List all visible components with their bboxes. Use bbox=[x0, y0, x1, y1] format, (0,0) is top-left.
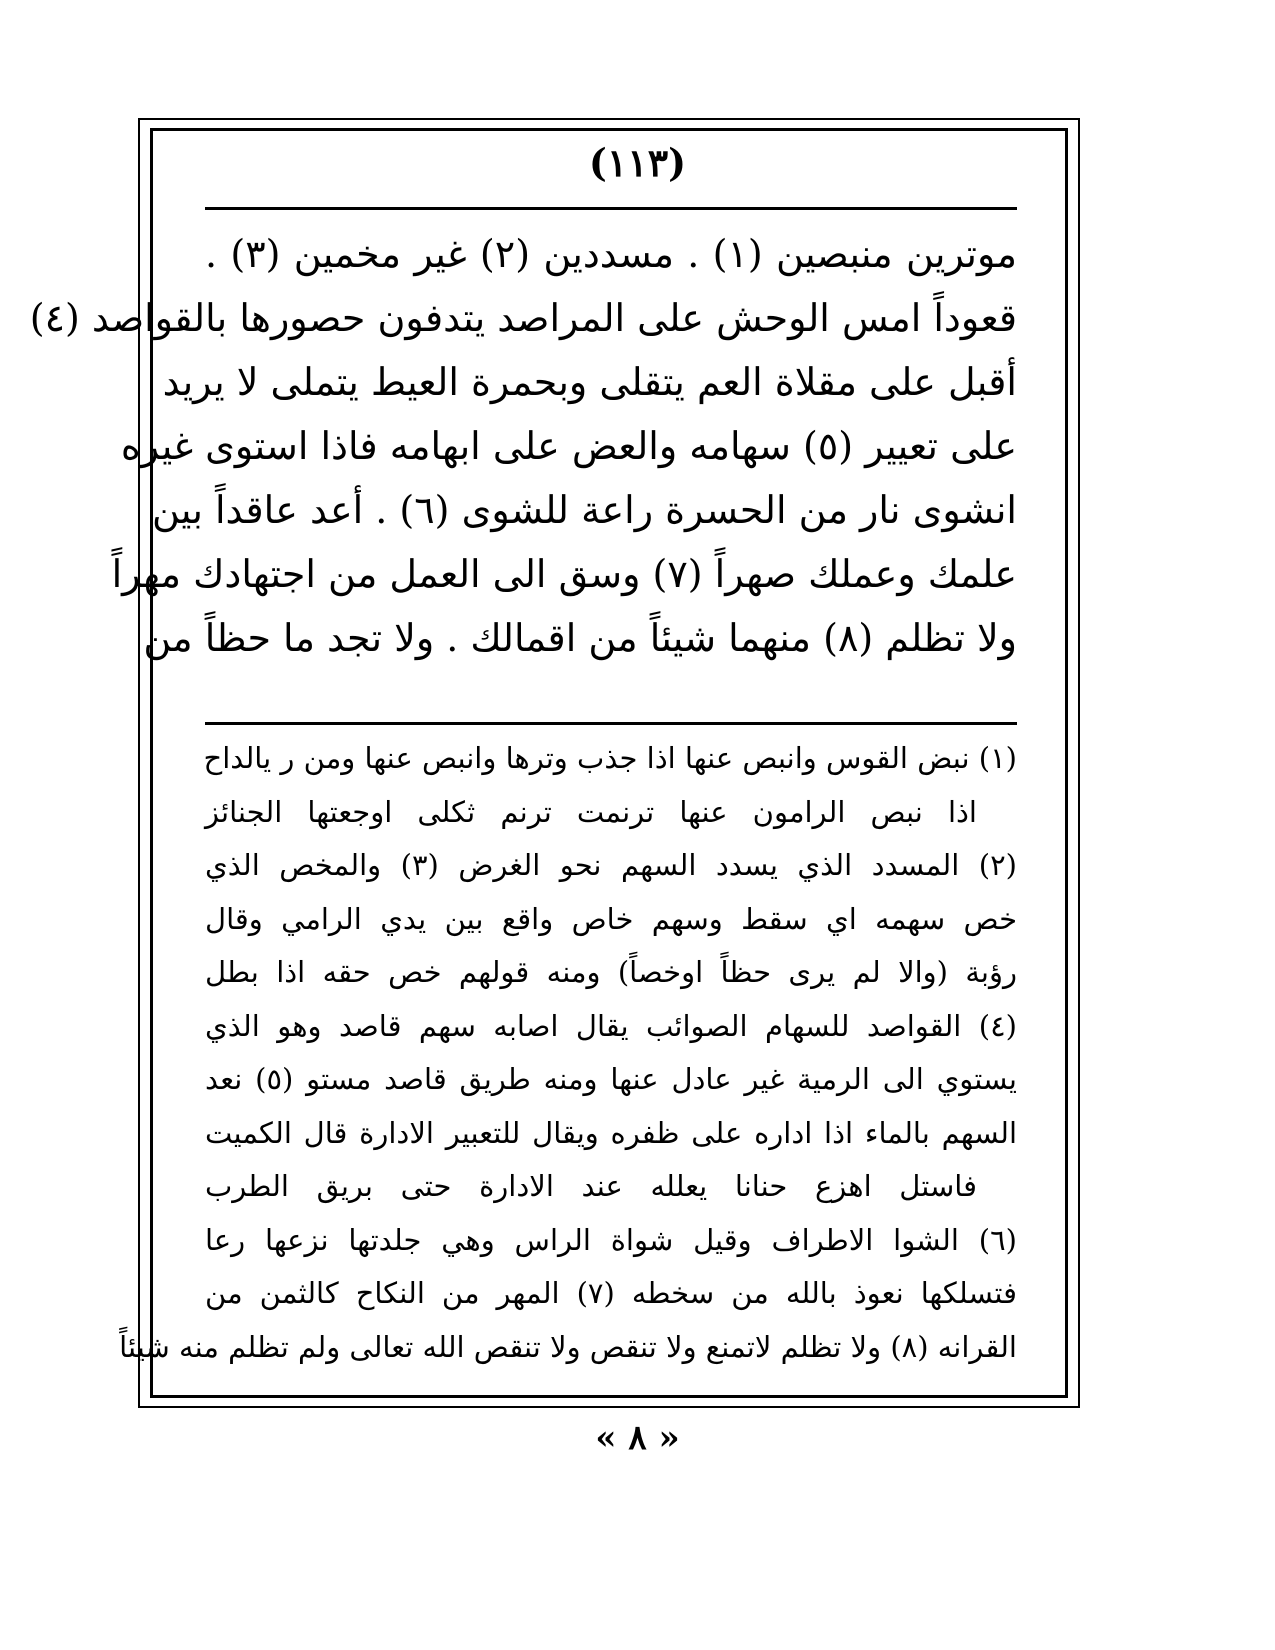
footnote-line: (٢) المسدد الذي يسدد السهم نحو الغرض (٣) والمخص الذي bbox=[205, 848, 1017, 882]
footnotes bbox=[119, 732, 1017, 1374]
main-text bbox=[29, 222, 1017, 670]
footnote-line: القرانه (٨) ولا تظلم لاتمنع ولا تنقص ولا تنقص الله تعالى ولم تظلم منه شيئاً bbox=[119, 1329, 1017, 1364]
main-line: قعوداً امس الوحش على المراصد يتدفون حصورها بالقواصد (٤) bbox=[29, 296, 1017, 340]
footnote-line: فاستل اهزع حنانا يعلله عند الادارة حتى بريق الطرب bbox=[205, 1169, 977, 1203]
footnote-line: رؤبة (والا لم يرى حظاً اوخصاً) ومنه قولهم خص حقه اذا بطل bbox=[205, 955, 1017, 989]
footnote-rule bbox=[205, 722, 1017, 725]
folio-number: « ٨ » bbox=[595, 1418, 680, 1458]
footnote-line: فتسلكها نعوذ بالله من سخطه (٧) المهر من النكاح كالثمن من bbox=[205, 1276, 1017, 1310]
footnote-line: (٦) الشوا الاطراف وقيل شواة الراس وهي جلدتها نزعها رعا bbox=[205, 1222, 1017, 1257]
footnote-line: (١) نبض القوس وانبص عنها اذا جذب وترها وانبص عنها ومن ر يالداح bbox=[203, 741, 1017, 775]
main-line: على تعيير (٥) سهامه والعض على ابهامه فاذا استوى غيره bbox=[120, 424, 1017, 468]
main-line: موترين منبصين (١) . مسددين (٢) غير مخمين (٣) . bbox=[205, 232, 1017, 276]
main-line: أقبل على مقلاة العم يتقلى وبحمرة العيط يتملى لا يريد bbox=[162, 360, 1017, 404]
main-line: علمك وعملك صهراً (٧) وسق الى العمل من اجتهادك مهراً bbox=[111, 552, 1017, 596]
footnote-line: خص سهمه اي سقط وسهم خاص واقع بين يدي الرامي وقال bbox=[205, 901, 1017, 936]
main-line: ولا تظلم (٨) منهما شيئاً من اقمالك . ولا تجد ما حظاً من bbox=[143, 616, 1017, 660]
footnote-line: اذا نبص الرامون عنها ترنمت ترنم ثكلى اوجعتها الجنائز bbox=[205, 794, 977, 829]
main-line: انشوى نار من الحسرة راعة للشوى (٦) . أعد عاقداً بين bbox=[151, 488, 1017, 532]
footnote-line: (٤) القواصد للسهام الصوائب يقال اصابه سهم قاصد وهو الذي bbox=[205, 1008, 1017, 1043]
page-number: (١١٣) bbox=[588, 140, 687, 185]
footnote-line: السهم بالماء اذا اداره على ظفره ويقال للتعبير الادارة قال الكميت bbox=[205, 1115, 1017, 1150]
header-rule bbox=[205, 207, 1017, 210]
footnote-line: يستوي الى الرمية غير عادل عنها ومنه طريق قاصد مستو (٥) نعد bbox=[205, 1062, 1017, 1096]
